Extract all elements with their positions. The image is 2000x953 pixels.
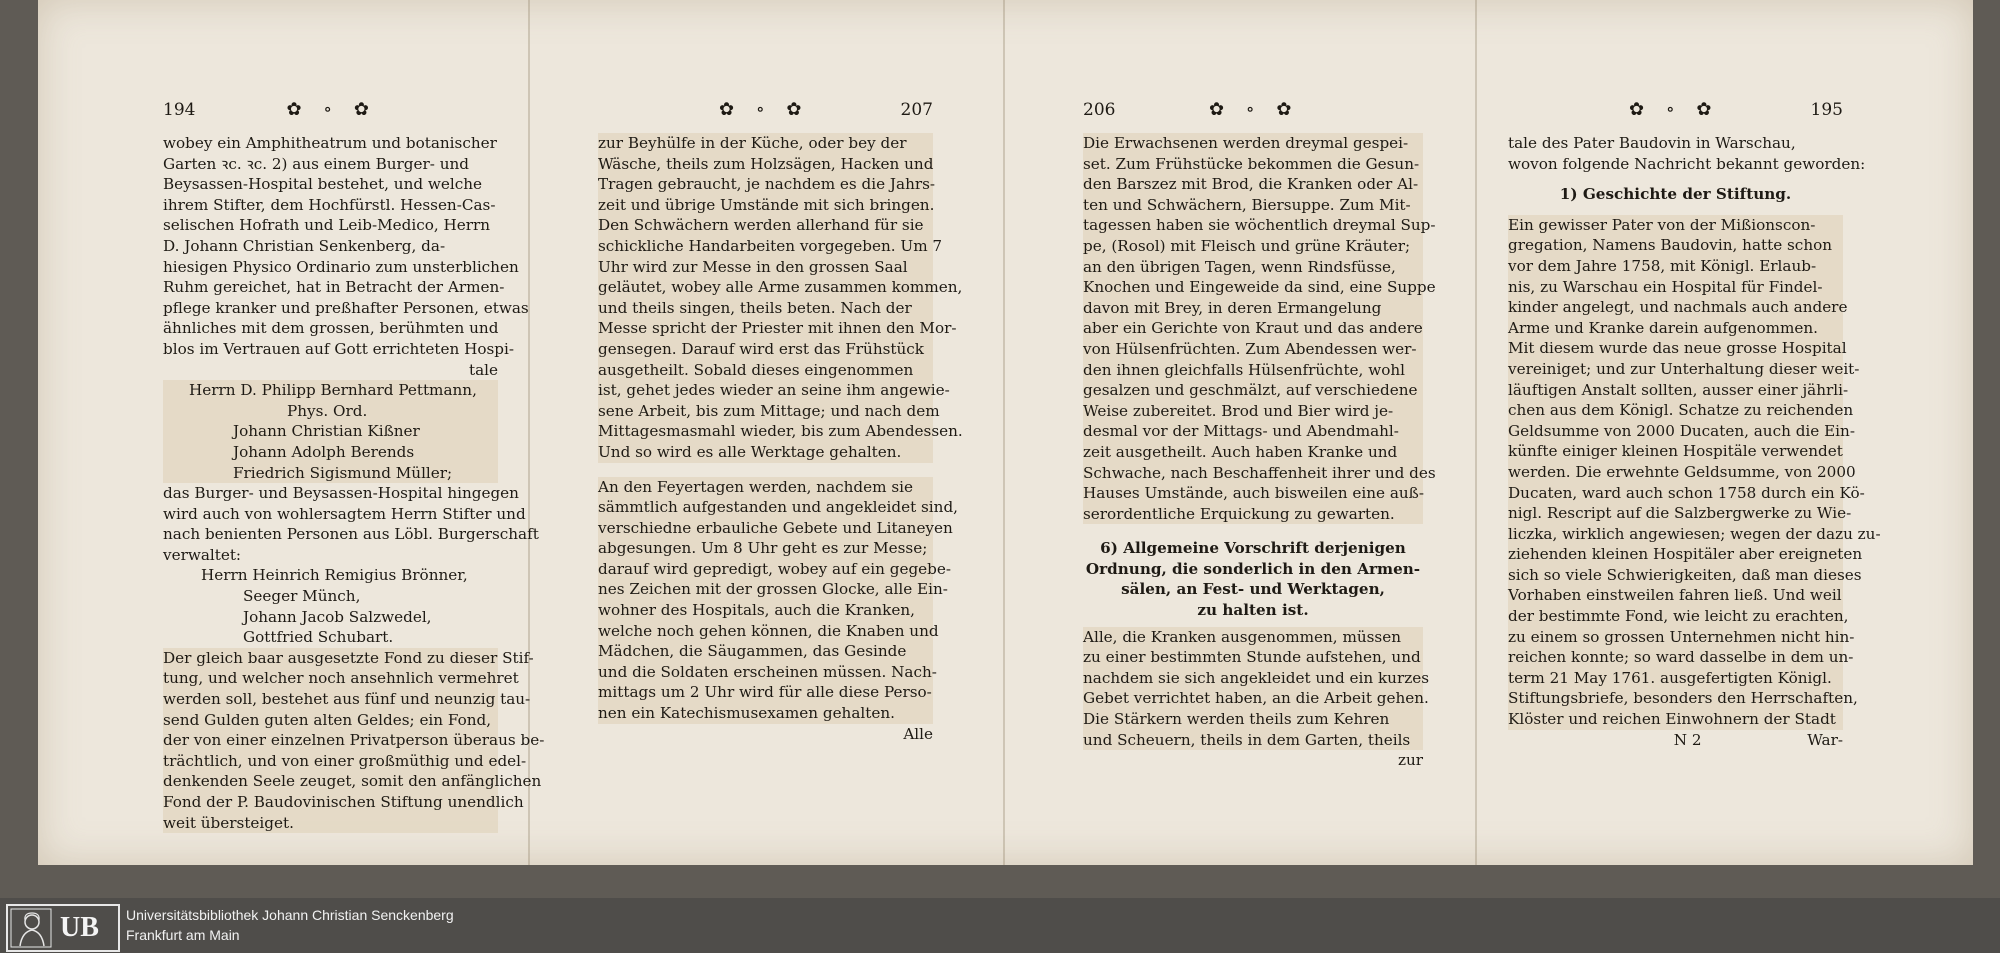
logo-text: UB (60, 912, 99, 943)
text-line: läuftigen Anstalt sollten, ausser einer jährli- (1508, 380, 1849, 399)
library-name: Universitätsbibliothek Johann Christian Senckenberg (126, 907, 454, 923)
text-line: Garten ꝛc. ꝛc. 2) aus einem Burger- und (163, 154, 470, 173)
signature-mark: N 2 (1673, 730, 1702, 749)
text-line: Den Schwächern werden allerhand für sie (598, 216, 924, 235)
text-line: Ducaten, ward auch schon 1758 durch ein Kö- (1508, 483, 1865, 502)
text-line: Arme und Kranke darein aufgenommen. (1508, 318, 1819, 337)
text-line: chen aus dem Königl. Schatze zu reichenden (1508, 401, 1854, 420)
page-number: 207 (900, 99, 933, 120)
catchword: Alle (903, 724, 933, 743)
fold-line (1003, 0, 1005, 865)
text-line: Seeger Münch, (243, 587, 361, 606)
text-line: gesalzen und geschmälzt, auf verschiedene (1083, 381, 1418, 400)
text-line: nigl. Rescript auf die Salzbergwerke zu Wie- (1508, 504, 1852, 523)
section-heading (1083, 538, 1423, 620)
text-line: Die Stärkern werden theils zum Kehren (1083, 710, 1390, 729)
text-line: verschiedne erbauliche Gebete und Litaneyen (598, 518, 953, 537)
text-line: vor dem Jahre 1758, mit Königl. Erlaub- (1508, 256, 1817, 275)
page-number: 194 (163, 99, 196, 120)
text-line: Wäsche, theils zum Holzsägen, Hacken und (598, 154, 934, 173)
text-line: wohner des Hospitals, auch die Kranken, (598, 601, 915, 620)
text-line: Geldsumme von 2000 Ducaten, auch die Ein- (1508, 421, 1855, 440)
text-line: reichen konnte; so ward dasselbe in dem un- (1508, 648, 1854, 667)
page-header (163, 95, 498, 125)
text-line: nen ein Katechismusexamen gehalten. (598, 704, 895, 723)
text-line: Friedrich Sigismund Müller; (233, 463, 453, 482)
text-line: ten und Schwächern, Biersuppe. Zum Mit- (1083, 195, 1411, 214)
text-line: den Barszez mit Brod, die Kranken oder Al- (1083, 175, 1419, 194)
text-line: Johann Adolph Berends (233, 442, 415, 461)
text-line: nis, zu Warschau ein Hospital für Findel- (1508, 277, 1823, 296)
text-line: der bestimmte Fond, wie leicht zu erachten, (1508, 607, 1849, 626)
text-line: desmal vor der Mittags- und Abendmahl- (1083, 422, 1399, 441)
library-logo[interactable] (6, 904, 120, 952)
catchword: War- (1807, 730, 1843, 749)
page-header (1083, 95, 1423, 125)
text-line: Ruhm gereichet, hat in Betracht der Armen- (163, 278, 505, 297)
text-line: Schwache, nach Beschaffenheit ihrer und des (1083, 463, 1436, 482)
text-line: sene Arbeit, bis zum Mittage; und nach dem (598, 401, 940, 420)
ornament: ✿ ∘ ✿ (1629, 98, 1720, 120)
text-block (1508, 215, 1881, 730)
text-block (598, 477, 958, 724)
text-line: gensegen. Darauf wird erst das Frühstück (598, 339, 924, 358)
text-line: Gebet verrichtet haben, an die Arbeit gehen. (1083, 689, 1429, 708)
text-line: Alle, die Kranken ausgenommen, müssen (1083, 627, 1401, 646)
text-line: schickliche Handarbeiten vorgegeben. Um 7 (598, 236, 943, 255)
text-line: künfte einiger kleinen Hospitäle verwendet (1508, 442, 1843, 461)
text-line: ihrem Stifter, dem Hochfürstl. Hessen-Cas- (163, 195, 496, 214)
text-line: ist, gehet jedes wieder an seine ihm angewie- (598, 381, 950, 400)
names-list (163, 380, 498, 483)
text-line: ziehenden kleinen Hospitäler aber ereigneten (1508, 545, 1863, 564)
text-line: Herrn D. Philipp Bernhard Pettmann, (189, 381, 477, 400)
text-line: das Burger- und Beysassen-Hospital hingegen (163, 484, 519, 503)
text-line: ähnliches mit dem grossen, berühmten und (163, 319, 499, 338)
text-line: und die Soldaten erscheinen müssen. Nach- (598, 662, 937, 681)
text-line: werden. Die erwehnte Geldsumme, von 2000 (1508, 462, 1856, 481)
text-line: sälen, an Fest- und Werktagen, (1121, 580, 1385, 599)
page-195 (1508, 95, 1881, 750)
text-line: der von einer einzelnen Privatperson überaus be- (163, 731, 545, 750)
text-line: zu einem so grossen Unternehmen nicht hin- (1508, 627, 1855, 646)
text-line: ausgetheilt. Sobald dieses eingenommen (598, 360, 914, 379)
text-line: von Hülsenfrüchten. Zum Abendessen wer- (1083, 339, 1417, 358)
text-line: D. Johann Christian Senkenberg, da- (163, 236, 446, 255)
text-line: Die Erwachsenen werden dreymal gespei- (1083, 134, 1409, 152)
text-block (1083, 627, 1429, 751)
text-line: blos im Vertrauen auf Gott errichteten Hospi- (163, 339, 514, 358)
text-line: zeit ausgetheilt. Auch haben Kranke und (1083, 442, 1398, 461)
text-line: 6) Allgemeine Vorschrift derjenigen (1100, 539, 1406, 558)
text-line: zu einer bestimmten Stunde aufstehen, und (1083, 648, 1421, 667)
text-line: aber ein Gerichte von Kraut und das andere (1083, 319, 1423, 338)
text-line: Gottfried Schubart. (243, 628, 394, 647)
text-line: geläutet, wobey alle Arme zusammen kommen, (598, 278, 963, 297)
text-line: Der gleich baar ausgesetzte Fond zu dieser Stif- (163, 648, 534, 667)
section-heading: 1) Geschichte der Stiftung. (1559, 185, 1792, 204)
page-194 (163, 95, 545, 833)
text-line: Mit diesem wurde das neue grosse Hospital (1508, 339, 1847, 358)
text-line: Johann Christian Kißner (233, 422, 420, 441)
names-list (163, 565, 498, 647)
library-city: Frankfurt am Main (126, 927, 240, 943)
text-line: davon mit Brey, in deren Ermangelung (1083, 298, 1382, 317)
text-line: und theils singen, theils beten. Nach der (598, 298, 912, 317)
text-line: zu halten ist. (1197, 601, 1309, 620)
text-line: kinder angelegt, und nachmals auch andere (1508, 298, 1848, 317)
text-line: Vorhaben einstweilen fahren ließ. Und weil (1508, 586, 1842, 605)
text-line: gregation, Namens Baudovin, hatte schon (1508, 236, 1833, 255)
text-line: selischen Hofrath und Leib-Medico, Herrn (163, 216, 491, 235)
text-line: den ihnen gleichfalls Hülsenfrüchte, wohl (1083, 360, 1405, 379)
text-block (1508, 133, 1866, 174)
page-number: 206 (1083, 99, 1116, 120)
text-line: zeit und übrige Umstände mit sich bringen. (598, 195, 935, 214)
text-line: send Gulden guten alten Geldes; ein Fond, (163, 710, 492, 729)
text-block (163, 483, 539, 565)
text-line: Ein gewisser Pater von der Mißionscon- (1508, 215, 1816, 234)
page-header (1508, 95, 1843, 125)
text-line: wird auch von wohlersagtem Herrn Stifter und (163, 504, 526, 523)
fold-line (1475, 0, 1477, 865)
text-block (598, 133, 963, 463)
text-line: serordentliche Erquickung zu gewarten. (1083, 504, 1395, 523)
page-206 (1083, 95, 1436, 771)
text-line: Stiftungsbriefe, besonders den Herrschaften, (1508, 689, 1858, 708)
text-line: vereiniget; und zur Unterhaltung dieser weit- (1508, 359, 1860, 378)
text-line: nes Zeichen mit der grossen Glocke, alle Ein- (598, 580, 948, 599)
portrait-icon (10, 908, 52, 948)
text-block (163, 133, 529, 380)
text-line: abgesungen. Um 8 Uhr geht es zur Messe; (598, 539, 928, 558)
text-line: pe, (Rosol) mit Fleisch und grüne Kräuter; (1083, 236, 1411, 255)
text-line: tung, und welcher noch ansehnlich vermehret (163, 669, 519, 688)
text-line: pflege kranker und preßhafter Personen, etwas (163, 298, 529, 317)
text-line: wovon folgende Nachricht bekannt geworden: (1508, 154, 1866, 173)
text-line: Beysassen-Hospital bestehet, und welche (163, 175, 483, 194)
text-line: Tragen gebraucht, je nachdem es die Jahrs- (598, 175, 936, 194)
ornament: ✿ ∘ ✿ (286, 98, 377, 120)
text-line: Klöster und reichen Einwohnern der Stadt (1508, 710, 1836, 729)
text-line: Johann Jacob Salzwedel, (243, 607, 432, 626)
text-line: und Scheuern, theils in dem Garten, theils (1083, 730, 1411, 749)
text-line: mittags um 2 Uhr wird für alle diese Perso- (598, 683, 932, 702)
text-line: Weise zubereitet. Brod und Bier wird je- (1083, 401, 1394, 420)
text-line: wobey ein Amphitheatrum und botanischer (163, 134, 497, 152)
footer-bar (0, 898, 2000, 953)
text-line: nachdem sie sich angekleidet und ein kurzes (1083, 668, 1429, 687)
text-line: liczka, wirklich angewiesen; wegen der dazu zu- (1508, 524, 1881, 543)
text-line: Knochen und Eingeweide da sind, eine Suppe (1083, 278, 1436, 297)
text-line: tale (468, 360, 498, 379)
text-line: an den übrigen Tagen, wenn Rindsfüsse, (1083, 257, 1396, 276)
ornament: ✿ ∘ ✿ (719, 98, 810, 120)
text-block (163, 648, 545, 833)
paper-sheet (38, 0, 1973, 865)
text-line: tagessen haben sie wöchentlich dreymal Sup- (1083, 216, 1436, 235)
text-line: set. Zum Frühstücke bekommen die Gesun- (1083, 154, 1420, 173)
page-header (598, 95, 933, 125)
text-line: darauf wird gepredigt, wobey auf ein gegebe- (598, 559, 951, 578)
text-line: tale des Pater Baudovin in Warschau, (1508, 134, 1796, 152)
text-line: nach benienten Personen aus Löbl. Burgerschaft (163, 525, 539, 544)
text-line: trächtlich, und von einer großmüthig und edel- (163, 751, 527, 770)
page-number: 195 (1810, 99, 1843, 120)
text-line: welche noch gehen können, die Knaben und (598, 621, 939, 640)
text-line: sämmtlich aufgestanden und angekleidet sind, (598, 498, 958, 517)
text-line: Messe spricht der Priester mit ihnen den Mor- (598, 319, 957, 338)
text-line: Phys. Ord. (287, 401, 368, 420)
text-line: An den Feyertagen werden, nachdem sie (598, 477, 913, 496)
text-line: verwaltet: (163, 545, 242, 564)
text-line: sich so viele Schwierigkeiten, daß man dieses (1508, 565, 1862, 584)
text-line: Ordnung, die sonderlich in den Armen- (1085, 559, 1421, 578)
text-line: term 21 May 1761. ausgefertigten Königl. (1508, 668, 1832, 687)
text-line: Fond der P. Baudovinischen Stiftung unendlich (163, 793, 524, 811)
page-207 (598, 95, 963, 744)
catchword: zur (1397, 751, 1423, 770)
ornament: ✿ ∘ ✿ (1209, 98, 1300, 120)
text-line: Mädchen, die Säugammen, das Gesinde (598, 642, 907, 661)
text-line: weit übersteiget. (163, 813, 294, 832)
text-line: Mittagesmasmahl wieder, bis zum Abendessen. (598, 422, 963, 441)
text-line: denkenden Seele zeuget, somit den anfänglichen (163, 772, 542, 791)
text-line: Uhr wird zur Messe in den grossen Saal (598, 257, 908, 276)
text-line: Herrn Heinrich Remigius Brönner, (201, 566, 468, 585)
text-block (1083, 133, 1436, 524)
text-line: hiesigen Physico Ordinario zum unsterblichen (163, 257, 519, 276)
text-line: Hauses Umstände, auch bisweilen eine auß- (1083, 484, 1424, 503)
text-line: zur Beyhülfe in der Küche, oder bey der (598, 134, 907, 152)
text-line: werden soll, bestehet aus fünf und neunzig tau- (163, 690, 531, 709)
text-line: Und so wird es alle Werktage gehalten. (598, 442, 902, 461)
